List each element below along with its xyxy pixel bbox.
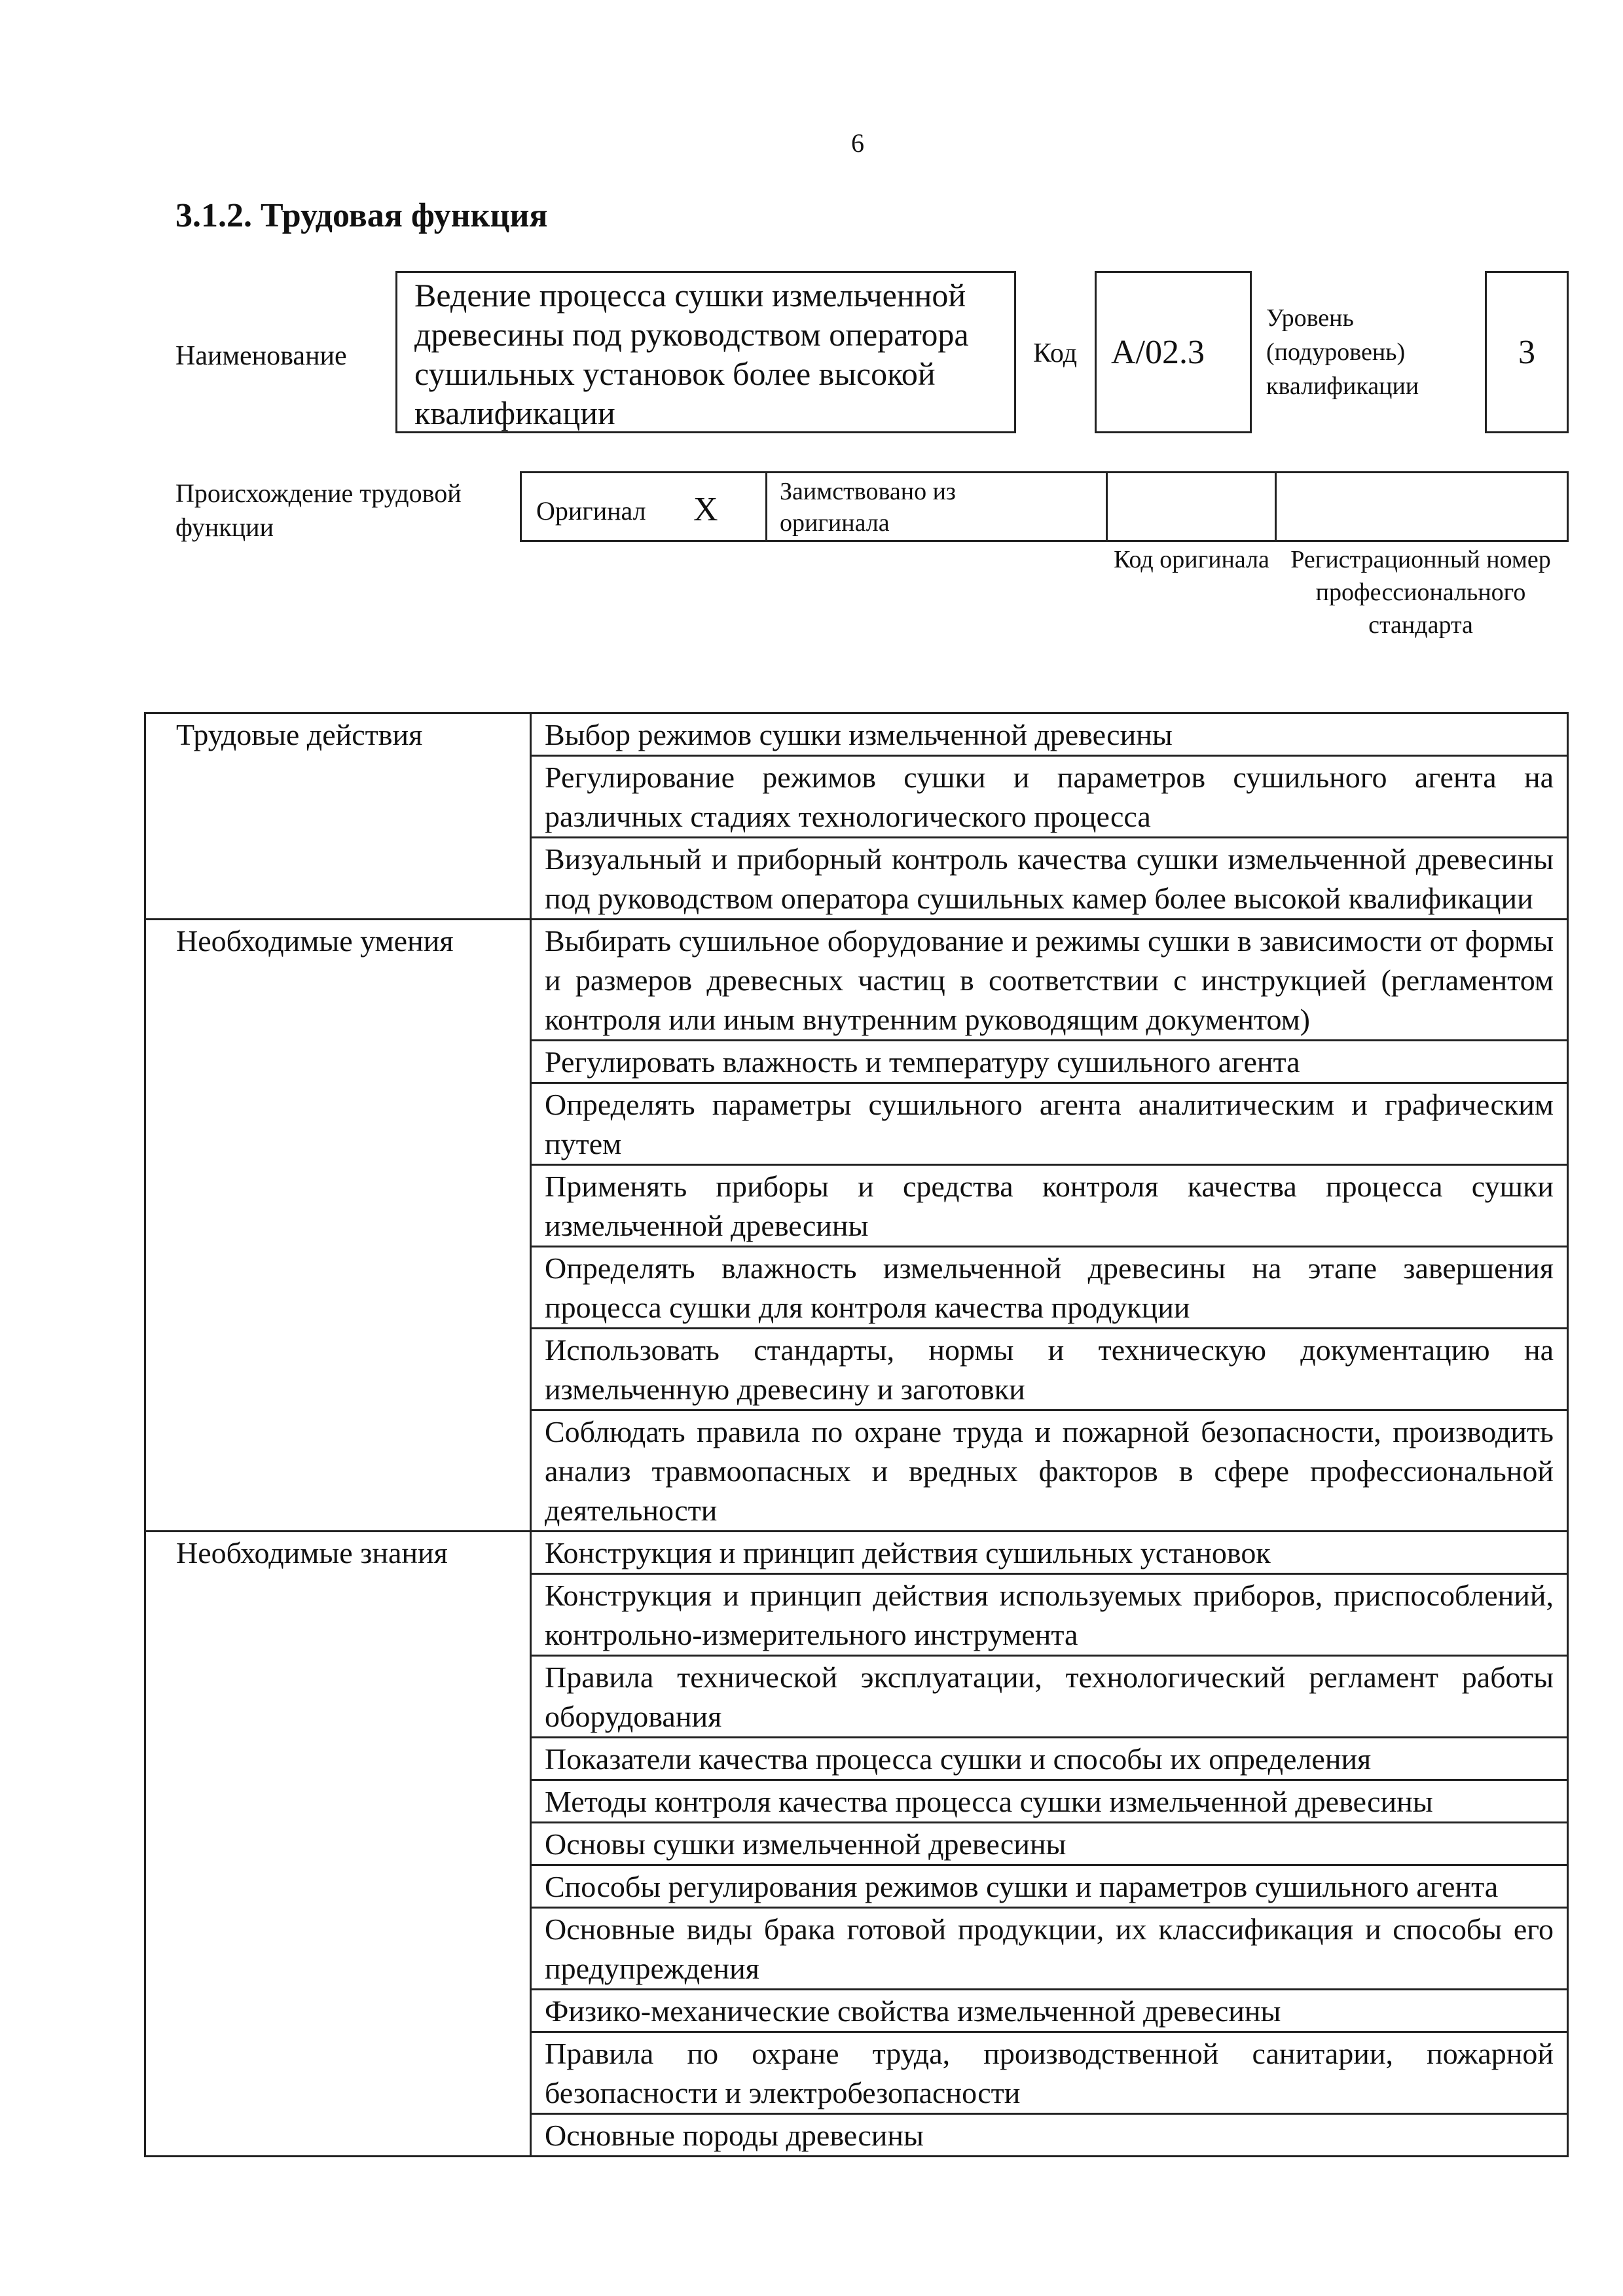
divider: [1275, 473, 1277, 540]
table-cell: Соблюдать правила по охране труда и пожарной безопасности, производить анализ травмоопасных и вредных факторов в сфере профессиональной деятельности: [531, 1410, 1568, 1532]
origin-label: Происхождение трудовой функции: [175, 478, 462, 542]
section-title: 3.1.2. Трудовая функция: [175, 197, 548, 234]
table-row: [145, 920, 1568, 1041]
borrowed-label: Заимствовано из оригинала: [780, 478, 956, 537]
name-box: [395, 271, 1016, 433]
table-cell: Правила по охране труда, производственной санитарии, пожарной безопасности и электробезопасности: [531, 2032, 1568, 2114]
competencies-table: [144, 712, 1569, 2157]
table-cell: Методы контроля качества процесса сушки измельченной древесины: [531, 1780, 1568, 1823]
code-original-caption: Код оригинала: [1114, 546, 1269, 573]
category-cell: Необходимые знания: [145, 1532, 531, 2157]
divider: [765, 473, 767, 540]
table-cell: Определять влажность измельченной древесины на этапе завершения процесса сушки для контроля качества продукции: [531, 1247, 1568, 1329]
table-cell: Основы сушки измельченной древесины: [531, 1823, 1568, 1865]
table-cell: Выбор режимов сушки измельченной древесины: [531, 713, 1568, 756]
table-cell: Правила технической эксплуатации, технологический регламент работы оборудования: [531, 1656, 1568, 1738]
code-label: Код: [1033, 338, 1078, 368]
reg-number-caption: Регистрационный номер профессионального стандарта: [1290, 546, 1551, 639]
table-cell: Определять параметры сушильного агента аналитическим и графическим путем: [531, 1083, 1568, 1165]
table-cell: Конструкция и принцип действия сушильных установок: [531, 1532, 1568, 1574]
code-value: А/02.3: [1111, 334, 1205, 371]
category-cell: Необходимые умения: [145, 920, 531, 1532]
table-row: [145, 1532, 1568, 1574]
table-cell: Конструкция и принцип действия используемых приборов, приспособлений, контрольно-измерительного инструмента: [531, 1574, 1568, 1656]
level-value: 3: [1518, 334, 1535, 371]
level-box: [1485, 271, 1569, 433]
table-cell: Регулировать влажность и температуру сушильного агента: [531, 1041, 1568, 1083]
table-cell: Визуальный и приборный контроль качества сушки измельченной древесины под руководством оператора сушильных камер более высокой квалификации: [531, 838, 1568, 920]
origin-row: [520, 471, 1569, 542]
original-mark: Х: [693, 491, 718, 528]
table-cell: Основные породы древесины: [531, 2114, 1568, 2157]
name-value: Ведение процесса сушки измельченной древесины под руководством оператора сушильных установок более высокой квалификации: [414, 277, 969, 431]
divider: [1106, 473, 1108, 540]
table-row: [145, 713, 1568, 756]
table-cell: Применять приборы и средства контроля качества процесса сушки измельченной древесины: [531, 1165, 1568, 1247]
code-box: [1095, 271, 1252, 433]
level-label: Уровень (подуровень) квалификации: [1266, 304, 1419, 400]
table-cell: Использовать стандарты, нормы и техническую документацию на измельченную древесину и заготовки: [531, 1329, 1568, 1410]
table-cell: Физико-механические свойства измельченной древесины: [531, 1990, 1568, 2032]
table-cell: Регулирование режимов сушки и параметров сушильного агента на различных стадиях технологического процесса: [531, 756, 1568, 838]
table-cell: Способы регулирования режимов сушки и параметров сушильного агента: [531, 1865, 1568, 1908]
table-cell: Основные виды брака готовой продукции, их классификация и способы его предупреждения: [531, 1908, 1568, 1990]
name-label: Наименование: [175, 341, 347, 371]
table-cell: Выбирать сушильное оборудование и режимы сушки в зависимости от формы и размеров древесных частиц в соответствии с инструкцией (регламентом контроля или иным внутренним руководящим документом): [531, 920, 1568, 1041]
table-cell: Показатели качества процесса сушки и способы их определения: [531, 1738, 1568, 1780]
original-label: Оригинал: [536, 496, 646, 526]
category-cell: Трудовые действия: [145, 713, 531, 920]
page-number: 6: [851, 128, 864, 158]
